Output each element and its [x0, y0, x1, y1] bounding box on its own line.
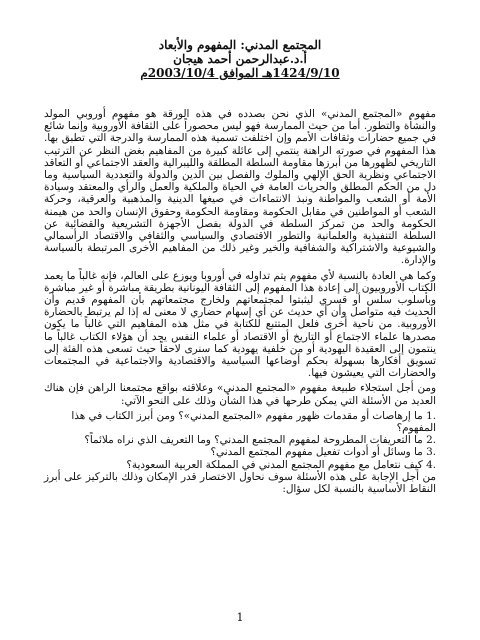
- question-number: .1: [426, 409, 436, 422]
- question-text: ما وسائل أو أدوات تفعيل مفهوم المجتمع المدني؟: [210, 446, 423, 459]
- question-text: كيف نتعامل مع مفهوم المجتمع المدني في المملكة العربية السعودية؟: [126, 458, 423, 471]
- date-line: 1424/9/10هـ الموافق 2003/10/4م: [140, 66, 340, 80]
- closing-paragraph: من أجل الإجابة على هذه الأسئلة سوف نحاول الاختصار قدر الإمكان وذلك بالتركيز على أبرز النقاط الأساسية بالنسبة لكل سؤال:: [44, 470, 436, 496]
- question-text: ما إرهاصات أو مقدمات ظهور مفهوم «المجتمع المدني»؟ ومن أبرز الكتاب في هذا المفهوم؟: [71, 409, 436, 435]
- question-item: [44, 434, 436, 446]
- author-line: أ.د.عبدالرحمن أحمد هيجان: [173, 52, 307, 66]
- question-item: [44, 446, 436, 458]
- question-number: .4: [426, 458, 436, 471]
- question-number: .2: [426, 434, 436, 447]
- paragraph: ومن أجل استجلاء طبيعة مفهوم «المجتمع المدني» وعلاقته بواقع مجتمعنا الراهن فإن هناك العديد من الأسئلة التي يمكن طرحها في هذا الشأن وذلك على النحو الآتي:: [44, 382, 436, 407]
- question-number: .3: [426, 446, 436, 459]
- question-item: [44, 459, 436, 471]
- document-body: [44, 108, 436, 495]
- paragraph: مفهوم «المجتمع المدني» الذي نحن بصدده في هذه الورقة هو مفهوم أوروبي المولد والنشأة والتطور. أما من حيث الممارسة فهو ليس محصوراً على الثقافة الأوروبية وإنما شائع في جميع حضارات وثقافات الأمم وإن اختلفت تسمية هذه الممارسة والدرجة التي تطبق بها. هذا المفهوم في صورته الراهنة ينتمي إلى عائلة كبيرة من المفاهيم بغض النظر عن الترتيب التاريخي لظهورها من أبرزها مقاومة السلطة المطلقة والليبرالية والعقد الاجتماعي أو التعاقد الاجتماعي ونظرية الحق الإلهي والملوك والفصل بين الدين والدولة والتعددية السياسية وما دل من الحكم المطلق والحريات العامة في الحياة والملكية والعمل والرأي والمعتقد وسيادة الأمة أو الشعب والمواطنة ونبذ الانتماءات في صيغها الدينية والمذهبية والعرقية، وحركة الشعب أو المواطنين في مقابل الحكومة ومقاومة الحكومة وحقوق الإنسان والحد من هيمنة الحكومة والحد من تمركز السلطة في الدولة بفصل الأجهزة التشريعية والقضائية عن السلطة التنفيذية والعلمانية والتطور الاقتصادي والسياسي والثقافي والاقتصاد الرأسمالي والشيوعية والاشتراكية والشفافية والخير وغير ذلك من المفاهيم الأخرى المرتبطة بالسياسة والإدارة.: [44, 108, 436, 267]
- document-title: المجتمع المدني: المفهوم والأبعاد: [158, 38, 322, 52]
- page-number: 1: [236, 611, 244, 624]
- question-text: ما التعريفات المطروحة لمفهوم المجتمع المدني؟ وما التعريف الذي نراه ملائماً؟: [84, 434, 423, 447]
- paragraph: وكما هي العادة بالنسبة لأي مفهوم يتم تداوله في أوروبا ويوزع على العالم، فإنه غالباً ما يعمد الكتاب الأوروبيون إلى إعادة هذا المفهوم إلى الثقافة اليونانية بطريقة مباشرة أو غير مباشرة وبأسلوب سلس أو قسري ليثبتوا لمجتمعاتهم ولخارج مجتمعاتهم بأن المفهوم قديم وأن الحديث فيه متواصل وأن أي حديث عن أي إسهام حضاري لا معنى له إذا لم يرتبط بالحضارة الأوروبية. من ناحية أخرى فلعل المتتبع للكتابة في مثل هذه المفاهيم التي غالباً ما يكون مصدرها علماء الاجتماع أو التاريخ أو الاقتصاد أو علماء النفس يجد أن هؤلاء الكتاب غالباً ما ينتمون إلى العقيدة اليهودية أو من خلفية يهودية كما سنرى لاحقاً حيث تسعى هذه الفئة إلى تسويق أفكارها بسهولة بحكم أوضاعها السياسية والاقتصادية والاجتماعية في المجتمعات والحضارات التي يعيشون فيها.: [44, 269, 436, 380]
- title-block: [44, 38, 436, 80]
- question-item: [44, 410, 436, 434]
